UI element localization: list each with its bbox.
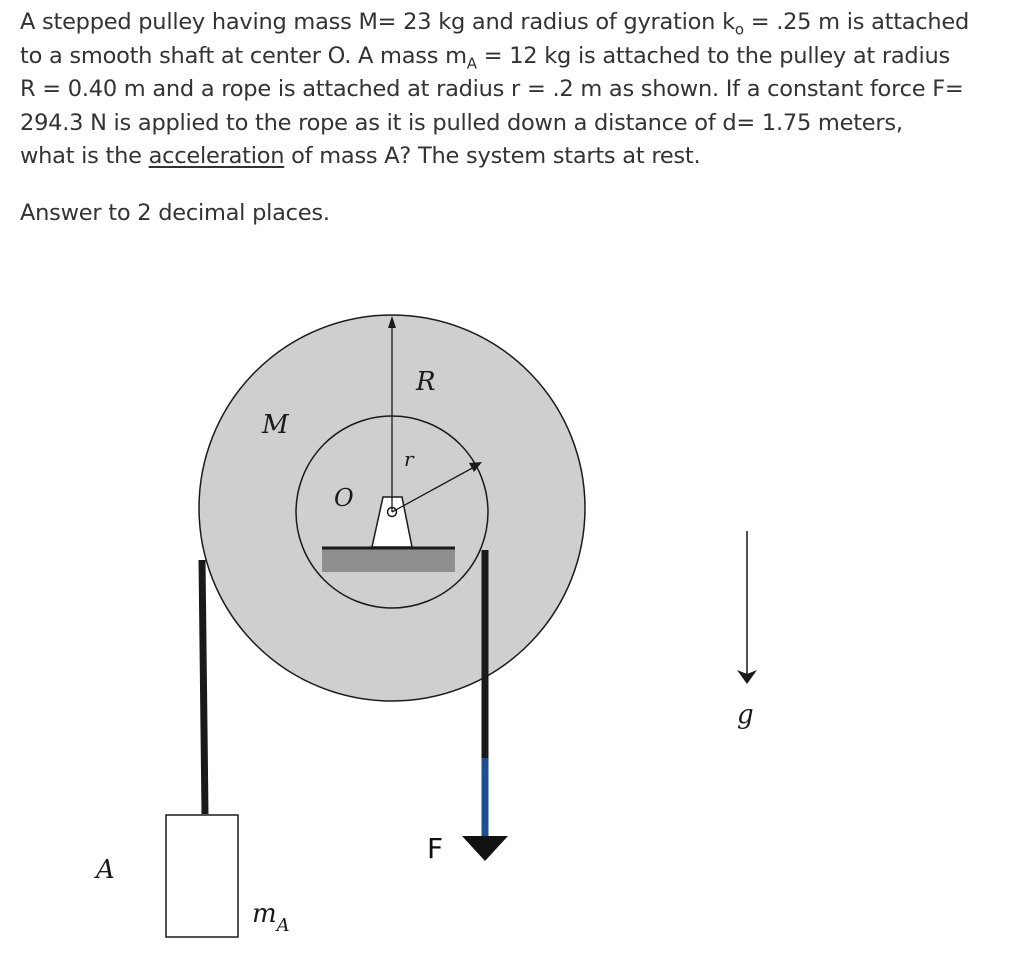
problem-line-5: what is the acceleration of mass A? The system starts at rest. — [20, 143, 701, 169]
problem-line-1: A stepped pulley having mass M= 23 kg and radius of gyration $k_o = .25$ m is attached — [20, 9, 970, 39]
mass-subscript: A — [466, 54, 477, 72]
label-mA: $m_A$ — [252, 899, 290, 936]
label-A: A — [96, 855, 115, 885]
problem-line-2: to a smooth shaft at center O. A mass $m_A = 12$ kg is attached to the pulley at radius — [20, 42, 950, 72]
problem-line-4: 294.3 N is applied to the rope as it is pulled down a distance of d= 1.75 meters, — [20, 109, 903, 136]
label-F: F — [427, 832, 444, 865]
problem-line-3: R = 0.40 m and a rope is attached at radius r = .2 m as shown. If a constant force F= — [20, 76, 964, 102]
support-base — [322, 548, 455, 572]
force-arrow-head — [462, 836, 508, 861]
mass-A-block — [166, 815, 238, 937]
gyration-subscript: o — [734, 20, 744, 39]
left-rope — [202, 560, 205, 814]
label-g: g — [737, 700, 754, 730]
label-r: r — [404, 447, 414, 471]
label-M: M — [262, 410, 289, 440]
label-O: O — [334, 484, 354, 512]
label-R: R — [416, 367, 436, 397]
acceleration-term: acceleration — [148, 143, 285, 169]
answer-instruction: Answer to 2 decimal places. — [20, 200, 330, 226]
